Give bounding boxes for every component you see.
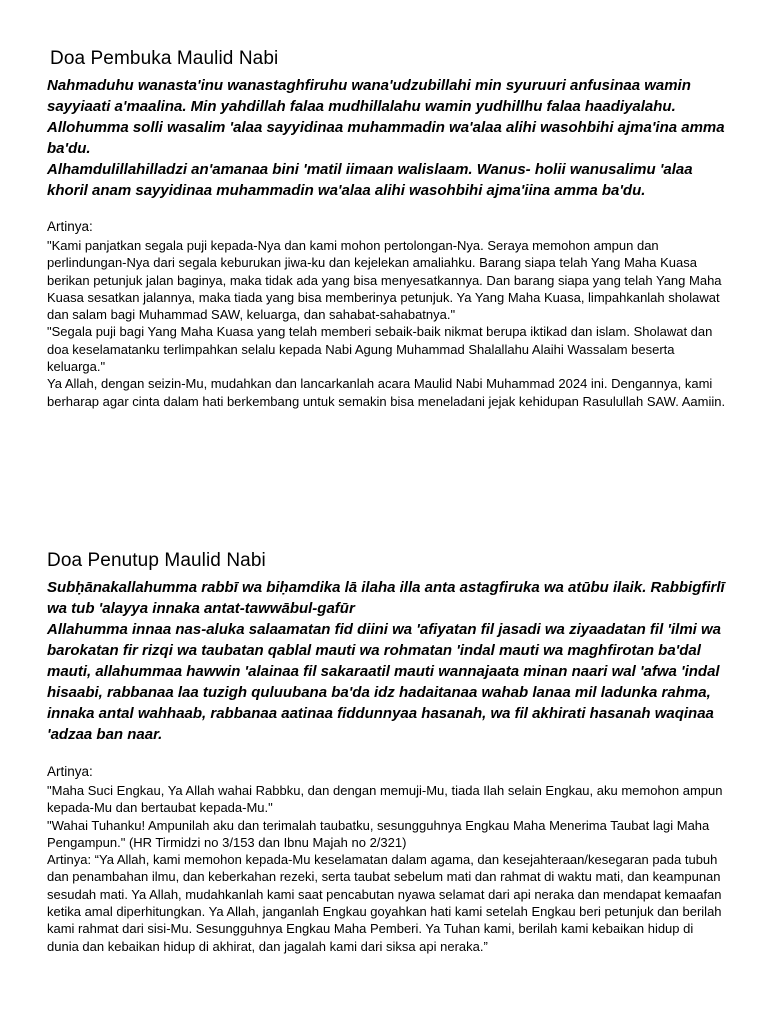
transliteration-block [47,75,727,201]
transliteration-block [47,577,727,745]
transliteration-paragraph: Allahumma innaa nas-aluka salaamatan fid diini wa 'afiyatan fil jasadi wa ziyaadatan fil 'ilmi wa barokatan fir rizqi wa taubatan qablal mauti wa rohmatan 'indal mauti wa maghfirotan ba'dal mauti, allahummaa hawwin 'alainaa fil sakaraatil mauti wannajaata minan naari wal 'afwa 'indal hisaabi, rabbanaa laa tuzigh quluubana ba'da idz hadaitanaa wahab lanaa mil ladunka rahma, innaka antal wahhaab, rabbanaa aatinaa fiddunnyaa hasanah, wa fil akhirati hasanah waqinaa 'adzaa ban naar. [47,621,722,743]
transliteration-paragraph: Nahmaduhu wanasta'inu wanastaghfiruhu wana'udzubillahi min syuruuri anfusinaa wamin sayyiaati a'maalina. Min yahdillah falaa mudhillalahu wamin yudhillhu falaa haadiyalahu. Allohumma solli wasalim 'alaa sayyidinaa muhammadin wa'alaa alihi wasohbihi ajma'ina amma ba'du. [47,77,725,157]
translation-paragraph: "Kami panjatkan segala puji kepada-Nya dan kami mohon pertolongan-Nya. Seraya memohon ampun dan perlindungan-Nya dari segala keburukan jiwa-ku dan kejelekan amaliahku. Barang siapa telah Yang Maha Kuasa berikan petunjuk jalan baginya, maka tidak ada yang bisa menyesatkannya. Dan barang siapa yang telah Yang Maha Kuasa sesatkan jalannya, maka tiada yang bisa memberinya petunjuk. Ya Yang Maha Kuasa, limpahkanlah sholawat dan salam bagi Muhammad SAW, keluarga, dan sahabat-sahabatnya." [47,238,722,323]
translation-block [47,237,727,410]
section-heading: Doa Penutup Maulid Nabi [47,550,266,571]
translation-paragraph: Ya Allah, dengan seizin-Mu, mudahkan dan lancarkanlah acara Maulid Nabi Muhammad 2024 ini. Dengannya, kami berharap agar cinta dalam hati berkembang untuk semakin bisa meneladani jejak kehidupan Rasulullah SAW. Aamiin. [47,376,726,409]
artinya-label: Artinya: [47,219,93,234]
translation-paragraph: "Maha Suci Engkau, Ya Allah wahai Rabbku, dan dengan memuji-Mu, tiada Ilah selain Engkau, aku memohon ampun kepada-Mu dan bertaubat kepada-Mu." [47,783,723,816]
translation-block [47,782,727,955]
doa-pembuka-section [47,47,727,410]
artinya-label: Artinya: [47,764,93,779]
transliteration-paragraph: Alhamdulillahilladzi an'amanaa bini 'matil iimaan walislaam. Wanus- holii wanusalimu 'alaa khoril anam sayyidinaa muhammadin wa'alaa alihi wasohbihi ajma'iina amma ba'du. [47,161,693,199]
section-heading: Doa Pembuka Maulid Nabi [50,48,279,69]
translation-paragraph: Artinya: “Ya Allah, kami memohon kepada-Mu keselamatan dalam agama, dan kesejahteraan/kesegaran pada tubuh dan penambahan ilmu, dan keberkahan rezeki, serta taubat sebelum mati dan rahmat di waktu mati, dan keampunan sesudah mati. Ya Allah, mudahkanlah kami saat pencabutan nyawa selamat dari api neraka dan mendapat kemaafan ketika amal diperhitungkan. Ya Allah, janganlah Engkau goyahkan hati kami setelah Engkau beri petunjuk dan berilah kami rahmat dari sisi-Mu. Sesungguhnya Engkau Maha Pemberi. Ya Tuhan kami, berilah kami kebaikan hidup di dunia dan kebaikan hidup di akhirat, dan jagalah kami dari siksa api neraka.” [47,852,722,954]
transliteration-paragraph: Subḥānakallahumma rabbī wa biḥamdika lā ilaha illa anta astagfiruka wa atūbu ilaik. Rabbigfirlī wa tub 'alayya innaka antat-tawwābul-gafūr [47,579,725,617]
translation-paragraph: "Segala puji bagi Yang Maha Kuasa yang telah memberi sebaik-baik nikmat berupa iktikad dan islam. Sholawat dan doa keselamatanku terlimpahkan selalu kepada Nabi Agung Muhammad Shalallahu Alaihi Wassalam beserta keluarga." [47,324,713,375]
doa-penutup-section [47,549,727,955]
translation-paragraph: "Wahai Tuhanku! Ampunilah aku dan terimalah taubatku, sesungguhnya Engkau Maha Menerima Taubat lagi Maha Pengampun." (HR Tirmidzi no 3/153 dan Ibnu Majah no 2/321) [47,817,710,850]
